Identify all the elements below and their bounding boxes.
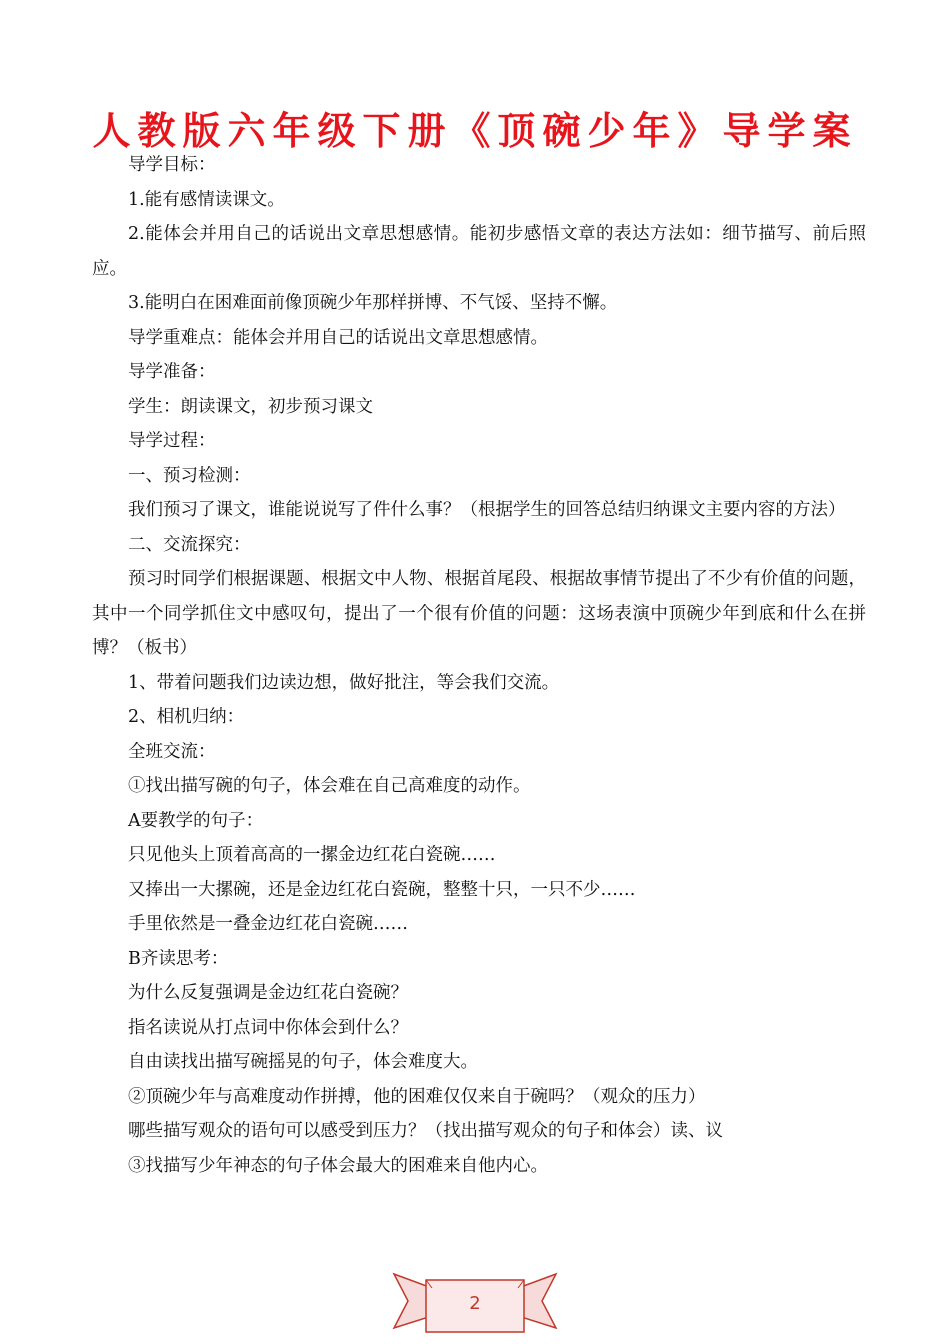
- paragraph: 导学目标：: [128, 155, 216, 175]
- paragraph: 导学准备：: [128, 362, 216, 382]
- paragraph: B齐读思考：: [128, 948, 229, 969]
- paragraph: ③找描写少年神态的句子体会最大的困难来自他内心。: [128, 1155, 548, 1176]
- paragraph: 3.能明白在困难面前像顶碗少年那样拼博、不气馁、坚持不懈。: [128, 293, 618, 313]
- paragraph: 2、相机归纳：: [128, 707, 245, 727]
- paragraph: 预习时同学们根据课题、根据文中人物、根据首尾段、根据故事情节提出了不少有价值的问题，其中一个同学抓住文中感叹句，提出了一个很有价值的问题：这场表演中顶碗少年到底和什么在拼博？（板书）: [92, 569, 866, 658]
- paragraph: 2.能体会并用自己的话说出文章思想感情。能初步感悟文章的表达方法如：细节描写、前后照应。: [92, 224, 866, 279]
- paragraph: ②顶碗少年与高难度动作拼搏，他的困难仅仅来自于碗吗？（观众的压力）: [128, 1086, 706, 1107]
- paragraph: 全班交流：: [128, 741, 216, 762]
- paragraph: 二、交流探究：: [128, 534, 251, 555]
- page-title: 人教版六年级下册《顶碗少年》导学案: [92, 109, 858, 153]
- paragraph: 一、预习检测：: [128, 465, 251, 486]
- paragraph: 学生：朗读课文，初步预习课文: [128, 396, 373, 417]
- paragraph: 导学重难点：能体会并用自己的话说出文章思想感情。: [128, 327, 548, 348]
- paragraph: 指名读说从打点词中你体会到什么？: [128, 1017, 408, 1038]
- paragraph: 导学过程：: [128, 431, 216, 451]
- paragraph: 1.能有感情读课文。: [128, 189, 285, 210]
- paragraph: 手里依然是一叠金边红花白瓷碗……: [128, 914, 408, 934]
- paragraph: 自由读找出描写碗摇晃的句子，体会难度大。: [128, 1052, 478, 1072]
- document-body: [92, 148, 866, 1183]
- paragraph: 为什么反复强调是金边红花白瓷碗？: [128, 983, 408, 1003]
- paragraph: 哪些描写观众的语句可以感受到压力？（找出描写观众的句子和体会）读、议: [128, 1121, 723, 1141]
- paragraph: ①找出描写碗的句子，体会难在自己高难度的动作。: [128, 776, 531, 796]
- paragraph: 我们预习了课文，谁能说说写了件什么事？（根据学生的回答总结归纳课文主要内容的方法）: [128, 500, 846, 520]
- paragraph: 又捧出一大摞碗，还是金边红花白瓷碗，整整十只，一只不少……: [128, 879, 636, 900]
- page-number: 2: [469, 1293, 481, 1314]
- paragraph: 1、带着问题我们边读边想，做好批注，等会我们交流。: [128, 672, 560, 693]
- paragraph: 只见他头上顶着高高的一摞金边红花白瓷碗……: [128, 845, 496, 865]
- paragraph: A要教学的句子：: [128, 810, 264, 831]
